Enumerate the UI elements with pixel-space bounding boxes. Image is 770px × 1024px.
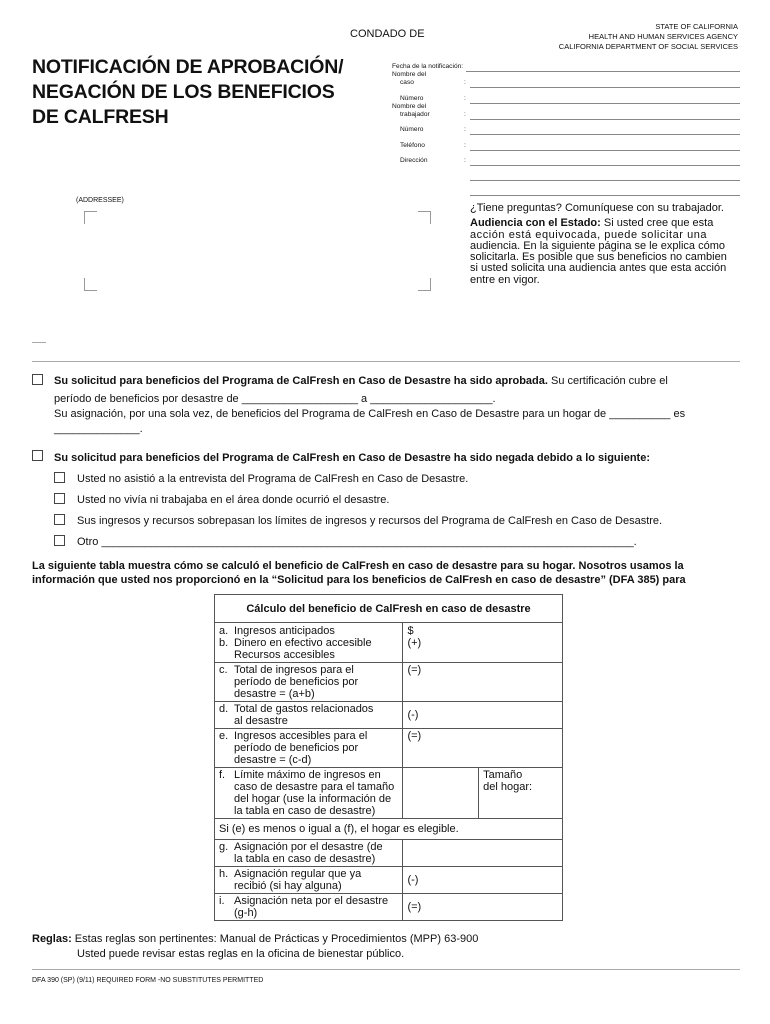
row-value[interactable]: [403, 768, 479, 819]
hearing-line: solicitarla. Es posible que sus beneficios no cambien: [470, 251, 727, 264]
reason-checkbox[interactable]: [54, 472, 65, 483]
row-value[interactable]: (-): [403, 702, 563, 729]
form-footer: DFA 390 (SP) (9/11) REQUIRED FORM -NO SUBSTITUTES PERMITTED: [32, 977, 264, 984]
address-field[interactable]: [470, 165, 740, 166]
approved-checkbox[interactable]: [32, 374, 43, 385]
table-row: [215, 729, 563, 768]
colon: :: [464, 126, 466, 133]
row-value[interactable]: (-): [403, 867, 563, 894]
questions-line: ¿Tiene preguntas? Comuníquese con su trabajador.: [470, 202, 724, 214]
denied-heading: Su solicitud para beneficios del Programa de CalFresh en Caso de Desastre ha sido negada debido a lo siguiente:: [54, 452, 650, 464]
reason-checkbox[interactable]: [54, 493, 65, 504]
colon: :: [464, 157, 466, 164]
agency-line: STATE OF CALIFORNIA: [655, 22, 738, 31]
notice-date-field[interactable]: [466, 71, 740, 72]
approved-line: ______________.: [54, 423, 143, 435]
table-row: [215, 840, 563, 867]
row-label: d. Total de gastos relacionados al desastre: [215, 702, 403, 729]
table-row: [215, 894, 563, 921]
agency-line: CALIFORNIA DEPARTMENT OF SOCIAL SERVICES: [558, 42, 738, 51]
corner-mark: [84, 211, 97, 224]
hearing-line: entre en vigor.: [470, 273, 540, 286]
addressee-label: (ADDRESSEE): [76, 197, 124, 204]
reason-checkbox[interactable]: [54, 535, 65, 546]
reason-checkbox[interactable]: [54, 514, 65, 525]
colon: :: [464, 111, 466, 118]
corner-mark: [418, 278, 431, 291]
rules-block: Reglas: Estas reglas son pertinentes: Manual de Prácticas y Procedimientos (MPP) 63-900 Usted puede revisar estas reglas en la oficina de bienestar público.: [32, 933, 479, 960]
row-label: e. Ingresos accesibles para el período de beneficios por desastre = (c-d): [215, 729, 403, 768]
row-label: c. Total de ingresos para el período de beneficios por desastre = (a+b): [215, 663, 403, 702]
case-name-field[interactable]: [470, 87, 740, 88]
reason-text: Usted no asistió a la entrevista del Programa de CalFresh en Caso de Desastre.: [77, 473, 469, 485]
row-value[interactable]: (=): [403, 729, 563, 768]
table-row: [215, 867, 563, 894]
worker-number-field[interactable]: [470, 134, 740, 135]
address-field-2[interactable]: [470, 180, 740, 181]
notice-date-label: Fecha de la notificación:: [392, 63, 464, 70]
hearing-line: audiencia. En la siguiente página se le explica cómo: [470, 239, 725, 252]
intro-paragraph: [32, 559, 744, 587]
hearing-heading: Audiencia con el Estado:: [470, 217, 601, 230]
worker-name-field[interactable]: [470, 119, 740, 120]
worker-name-label: Nombre del: [392, 103, 427, 110]
reason-text-other: Otro _______________________________________________________________________________________.: [77, 536, 637, 548]
household-size-cell[interactable]: Tamaño del hogar:: [479, 768, 563, 819]
row-value[interactable]: (=): [403, 663, 563, 702]
row-label: h. Asignación regular que ya recibió (si hay alguna): [215, 867, 403, 894]
reason-text: Usted no vivía ni trabajaba en el área donde ocurrió el desastre.: [77, 494, 390, 506]
colon: :: [464, 95, 466, 102]
intro-line: La siguiente tabla muestra cómo se calculó el beneficio de CalFresh en caso de desastre para su hogar. Nosotros usamos la: [32, 560, 684, 572]
colon: :: [464, 142, 466, 149]
address-label: Dirección: [400, 157, 428, 164]
row-value[interactable]: [403, 840, 563, 867]
approved-block: Su solicitud para beneficios del Programa de CalFresh en Caso de Desastre ha sido aprobada. Su certificación cubre el período de beneficios por desastre de ___________________ a ____________________. Su asignación, por una sola vez, de beneficios del Programa de CalFresh en Caso de Desastre para un hogar de __________ es ______________.: [54, 374, 744, 437]
address-field-3[interactable]: [470, 195, 740, 196]
case-name-label-2: caso: [400, 79, 414, 86]
agency-block: [559, 22, 738, 52]
row-value[interactable]: (=): [403, 894, 563, 921]
calculation-table: [214, 594, 563, 921]
section-divider: [32, 361, 740, 362]
phone-field[interactable]: [470, 150, 740, 151]
row-label: i. Asignación neta por el desastre (g-h): [215, 894, 403, 921]
title-line: NOTIFICACIÓN DE APROBACIÓN/: [32, 56, 344, 78]
rules-line: Usted puede revisar estas reglas en la oficina de bienestar público.: [77, 948, 405, 960]
colon: :: [464, 79, 466, 86]
worker-name-label-2: trabajador: [400, 111, 430, 118]
approved-line: Su asignación, por una sola vez, de beneficios del Programa de CalFresh en Caso de Desastre para un hogar de __________ es: [54, 408, 686, 420]
phone-label: Teléfono: [400, 142, 425, 149]
rules-label: Reglas:: [32, 933, 72, 945]
table-row: [215, 663, 563, 702]
case-name-label: Nombre del: [392, 71, 427, 78]
row-value: $ (+): [403, 623, 563, 663]
agency-line: HEALTH AND HUMAN SERVICES AGENCY: [588, 32, 738, 41]
reason-text: Sus ingresos y recursos sobrepasan los límites de ingresos y recursos del Programa de CalFresh en Caso de Desastre.: [77, 515, 663, 527]
title-line: NEGACIÓN DE LOS BENEFICIOS: [32, 81, 335, 103]
row-label: f. Límite máximo de ingresos en caso de desastre para el tamaño del hogar (use la información de la tabla en caso de desastre): [215, 768, 403, 819]
fold-mark: [32, 342, 46, 343]
table-row: [215, 702, 563, 729]
hearing-line: si usted solicita una audiencia antes que esta acción: [470, 262, 727, 275]
row-label: g. Asignación por el desastre (de la tabla en caso de desastre): [215, 840, 403, 867]
hearing-line: acción está equivocada, puede solicitar una: [470, 228, 708, 241]
footer-divider: [32, 969, 740, 970]
intro-line: información que usted nos proporcionó en la “Solicitud para los beneficios de CalFresh en caso de desastre” (DFA 385) para: [32, 574, 686, 586]
row-label: a. Ingresos anticipados b. Dinero en efectivo accesible Recursos accesibles: [215, 623, 403, 663]
approved-heading: Su solicitud para beneficios del Programa de CalFresh en Caso de Desastre ha sido aprobada.: [54, 375, 548, 387]
form-title: [32, 55, 343, 130]
table-title: Cálculo del beneficio de CalFresh en caso de desastre: [215, 595, 563, 623]
denied-checkbox[interactable]: [32, 450, 43, 461]
corner-mark: [84, 278, 97, 291]
hearing-line: Audiencia con el Estado: Si usted cree que esta: [470, 217, 714, 230]
worker-number-label: Número: [400, 126, 424, 133]
number-label: Número: [400, 95, 424, 102]
title-line: DE CALFRESH: [32, 106, 169, 128]
table-row: [215, 768, 563, 819]
questions-block: [470, 203, 742, 286]
approved-line: período de beneficios por desastre de ___________________ a ____________________.: [54, 393, 496, 405]
corner-mark: [418, 211, 431, 224]
eligibility-note: Si (e) es menos o igual a (f), el hogar es elegible.: [215, 819, 563, 840]
county-label: CONDADO DE: [350, 28, 425, 40]
number-field[interactable]: [470, 103, 740, 104]
table-row: [215, 623, 563, 663]
